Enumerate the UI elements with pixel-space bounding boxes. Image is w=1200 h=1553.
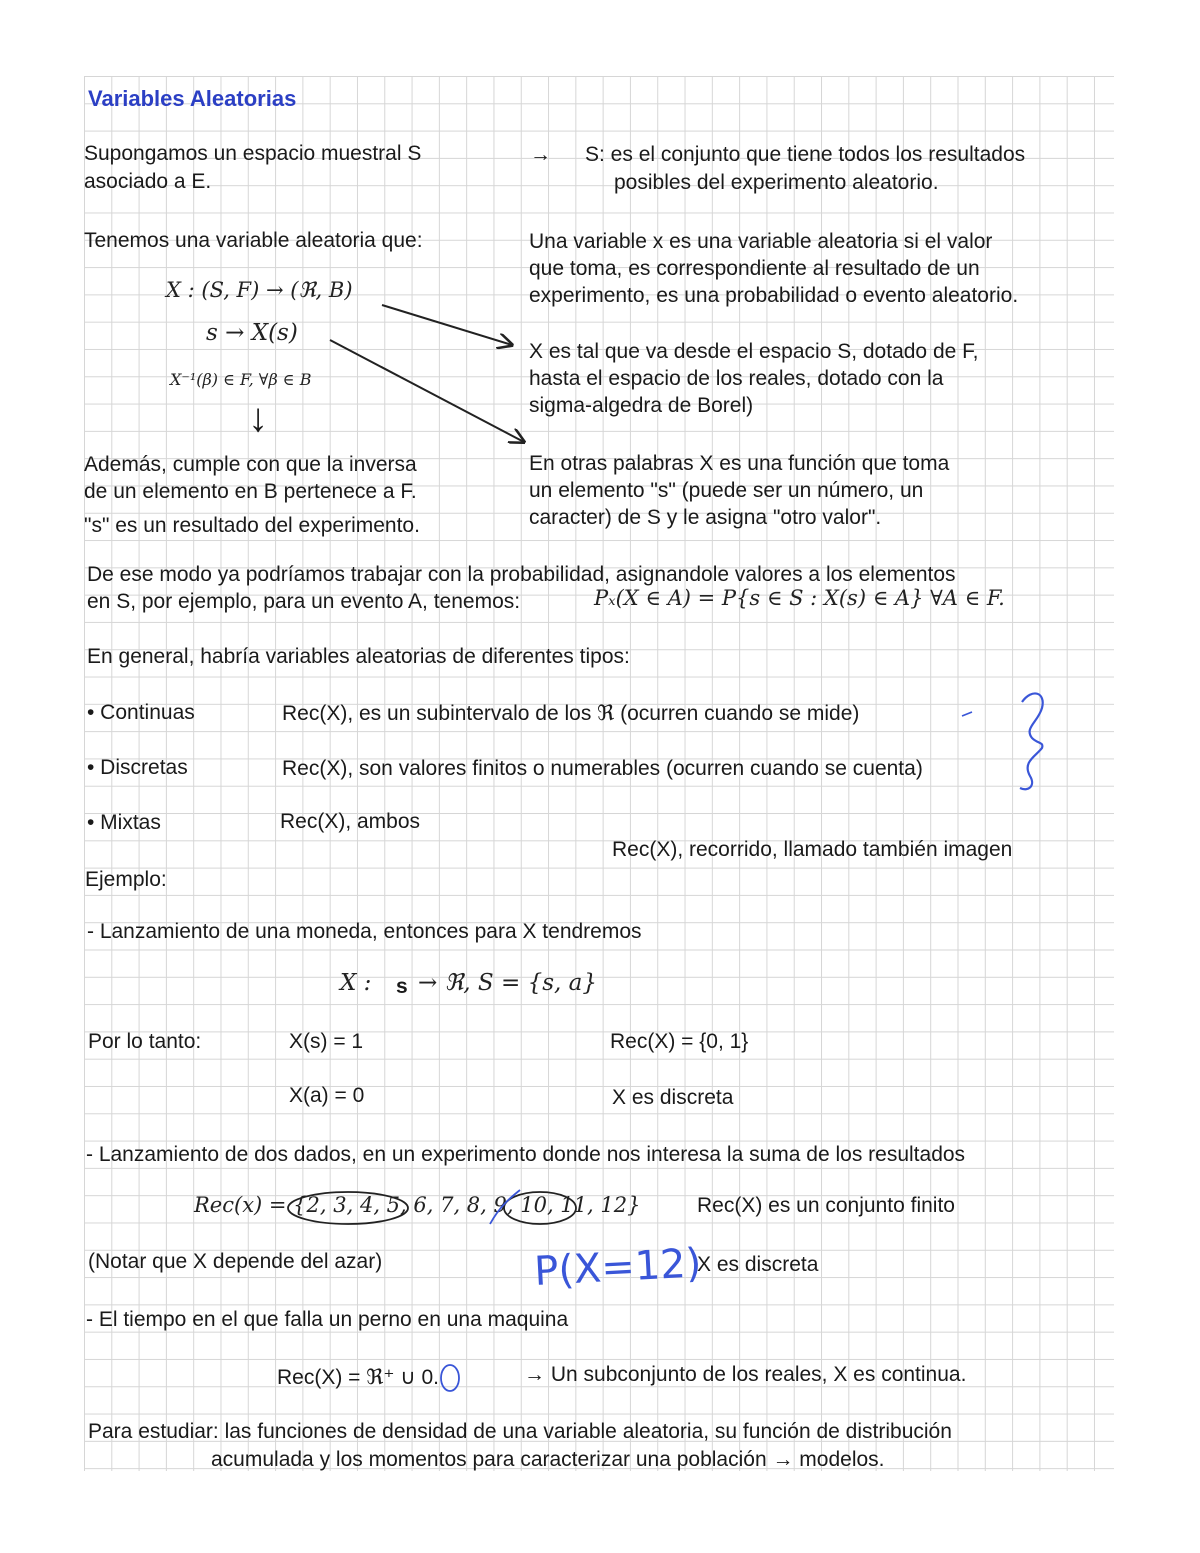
coin-math-rest: → ℜ, S = {s, a} (418, 970, 597, 996)
x-of-a: X(a) = 0 (289, 1084, 365, 1107)
rec-continua: Rec(X) = ℜ⁺ ∪ 0. (277, 1366, 440, 1389)
discreta-1: X es discreta (612, 1086, 734, 1109)
study-line-2: acumulada y los momentos para caracterizar una población → modelos. (211, 1448, 885, 1471)
nota-azar: (Notar que X depende del azar) (88, 1250, 383, 1273)
other-words-line-2: un elemento "s" (puede ser un número, un (529, 479, 924, 502)
probability-line-1: De ese modo ya podríamos trabajar con la probabilidad, asignandole valores a los elementos (87, 563, 956, 586)
definition-line-1: Una variable x es una variable aleatoria si el valor (529, 230, 993, 253)
type-name-discretas: • Discretas (87, 756, 188, 779)
intro-arrow: → (530, 143, 551, 166)
type-desc-discretas: Rec(X), son valores finitos o numerables (ocurren cuando se cuenta) (282, 757, 923, 780)
variable-heading: Tenemos una variable aleatoria que: (84, 229, 423, 252)
type-desc-mixtas: Rec(X), ambos (280, 810, 421, 833)
type-desc-continuas: Rec(X), es un subintervalo de los ℜ (ocurren cuando se mide) (282, 702, 860, 725)
domain-line-2: hasta el espacio de los reales, dotado con la (529, 367, 944, 390)
math-mapping: X : (S, F) → (ℜ, B) (166, 278, 353, 302)
coin-math-s: s (396, 975, 408, 998)
ademas-line-3: "s" es un resultado del experimento. (84, 514, 420, 537)
coin-example: - Lanzamiento de una moneda, entonces para X tendremos (87, 920, 642, 943)
definition-line-3: experimento, es una probabilidad o evento aleatorio. (529, 284, 1019, 307)
down-arrow: ↓ (248, 396, 268, 440)
other-words-line-1: En otras palabras X es una función que toma (529, 452, 950, 475)
arrow-to-other-words (330, 340, 524, 442)
x-of-s: X(s) = 1 (289, 1030, 364, 1053)
domain-line-1: X es tal que va desde el espacio S, dotado de F, (529, 340, 979, 363)
math-inverse: X⁻¹(β) ∈ F, ∀β ∈ B (170, 370, 312, 389)
rec-note: Rec(X), recorrido, llamado también imagen (612, 838, 1013, 861)
other-words-line-3: caracter) de S y le asigna "otro valor". (529, 506, 882, 529)
discreta-2: X es discreta (697, 1253, 819, 1276)
continua-note: → Un subconjunto de los reales, X es continua. (524, 1363, 967, 1386)
types-heading: En general, habría variables aleatorias de diferentes tipos: (87, 645, 630, 668)
por-lo-tanto-label: Por lo tanto: (88, 1030, 202, 1053)
intro-left-line-2: asociado a E. (84, 170, 212, 193)
probability-line-2: en S, por ejemplo, para un evento A, tenemos: (87, 590, 521, 613)
rec-finite: Rec(X) es un conjunto finito (697, 1194, 955, 1217)
tick-mark (962, 712, 972, 716)
dice-example: - Lanzamiento de dos dados, en un experimento donde nos interesa la suma de los resultados (86, 1143, 966, 1166)
example-heading: Ejemplo: (85, 868, 167, 891)
brace-annotation (1020, 693, 1043, 789)
math-s-to-xs: s → X(s) (206, 320, 298, 346)
type-name-mixtas: • Mixtas (87, 811, 161, 834)
circle-high-values (504, 1192, 576, 1224)
circle-zero (441, 1365, 459, 1391)
intro-right-line-2: posibles del experimento aleatorio. (614, 171, 939, 194)
domain-line-3: sigma-algedra de Borel) (529, 394, 754, 417)
type-name-continuas: • Continuas (87, 701, 195, 724)
circle-low-values (288, 1192, 408, 1224)
intro-left-line-1: Supongamos un espacio muestral S (84, 142, 422, 165)
ademas-line-1: Además, cumple con que la inversa (84, 453, 417, 476)
coin-math-x: X : (340, 970, 372, 996)
rec-dice-math: Rec(x) = {2, 3, 4, 5, 6, 7, 8, 9, 10, 11, 12} (194, 1193, 641, 1217)
intro-right-line-1: S: es el conjunto que tiene todos los resultados (585, 143, 1026, 166)
page-title: Variables Aleatorias (88, 86, 297, 111)
perno-example: - El tiempo en el que falla un perno en una maquina (86, 1308, 569, 1331)
rec-zero-one: Rec(X) = {0, 1} (610, 1030, 749, 1053)
arrow-to-domain-text (382, 305, 512, 345)
probability-formula: Pₓ(X ∈ A) = P{s ∈ S : X(s) ∈ A} ∀A ∈ F. (594, 586, 1005, 610)
ademas-line-2: de un elemento en B pertenece a F. (84, 480, 417, 503)
study-line-1: Para estudiar: las funciones de densidad de una variable aleatoria, su función de distribución (88, 1420, 952, 1443)
definition-line-2: que toma, es correspondiente al resultado de un (529, 257, 980, 280)
handwritten-probability: P(X=12) (533, 1240, 703, 1295)
